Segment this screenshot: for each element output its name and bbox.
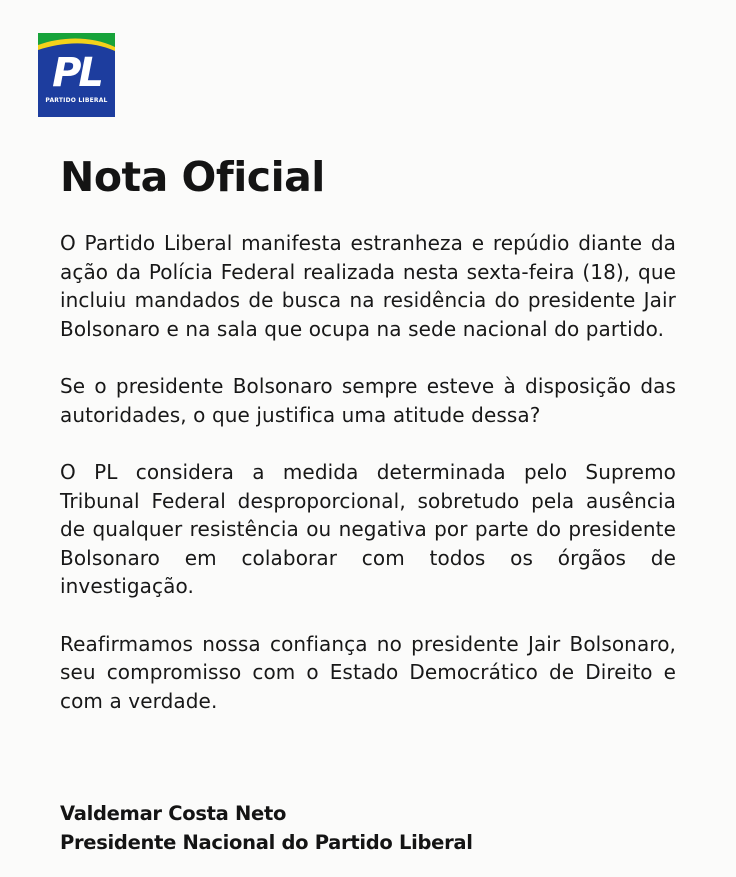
logo-letters: PL <box>52 50 101 96</box>
note-body <box>60 229 676 744</box>
page-title: Nota Oficial <box>60 153 325 201</box>
signature-block <box>60 799 473 857</box>
paragraph-1: O Partido Liberal manifesta estranheza e repúdio diante da ação da Polícia Federal realizada nesta sexta-feira (18), que incluiu mandados de busca na residência do presidente Jair Bolsonaro e na sala que ocupa na sede nacional do partido. <box>60 231 676 341</box>
logo-subtitle: PARTIDO LIBERAL <box>45 97 108 104</box>
paragraph-3: O PL considera a medida determinada pelo Supremo Tribunal Federal desproporcional, sobretudo pela ausência de qualquer resistência ou negativa por parte do presidente Bolsonaro em colaborar com todos os órgãos de investigação. <box>60 460 676 598</box>
partido-liberal-logo <box>38 33 115 117</box>
signature-role: Presidente Nacional do Partido Liberal <box>60 831 473 854</box>
paragraph-4: Reafirmamos nossa confiança no presidente Jair Bolsonaro, seu compromisso com o Estado Democrático de Direito e com a verdade. <box>60 631 676 713</box>
paragraph-2: Se o presidente Bolsonaro sempre esteve à disposição das autoridades, o que justifica uma atitude dessa? <box>60 374 676 427</box>
signature-name: Valdemar Costa Neto <box>60 802 287 825</box>
